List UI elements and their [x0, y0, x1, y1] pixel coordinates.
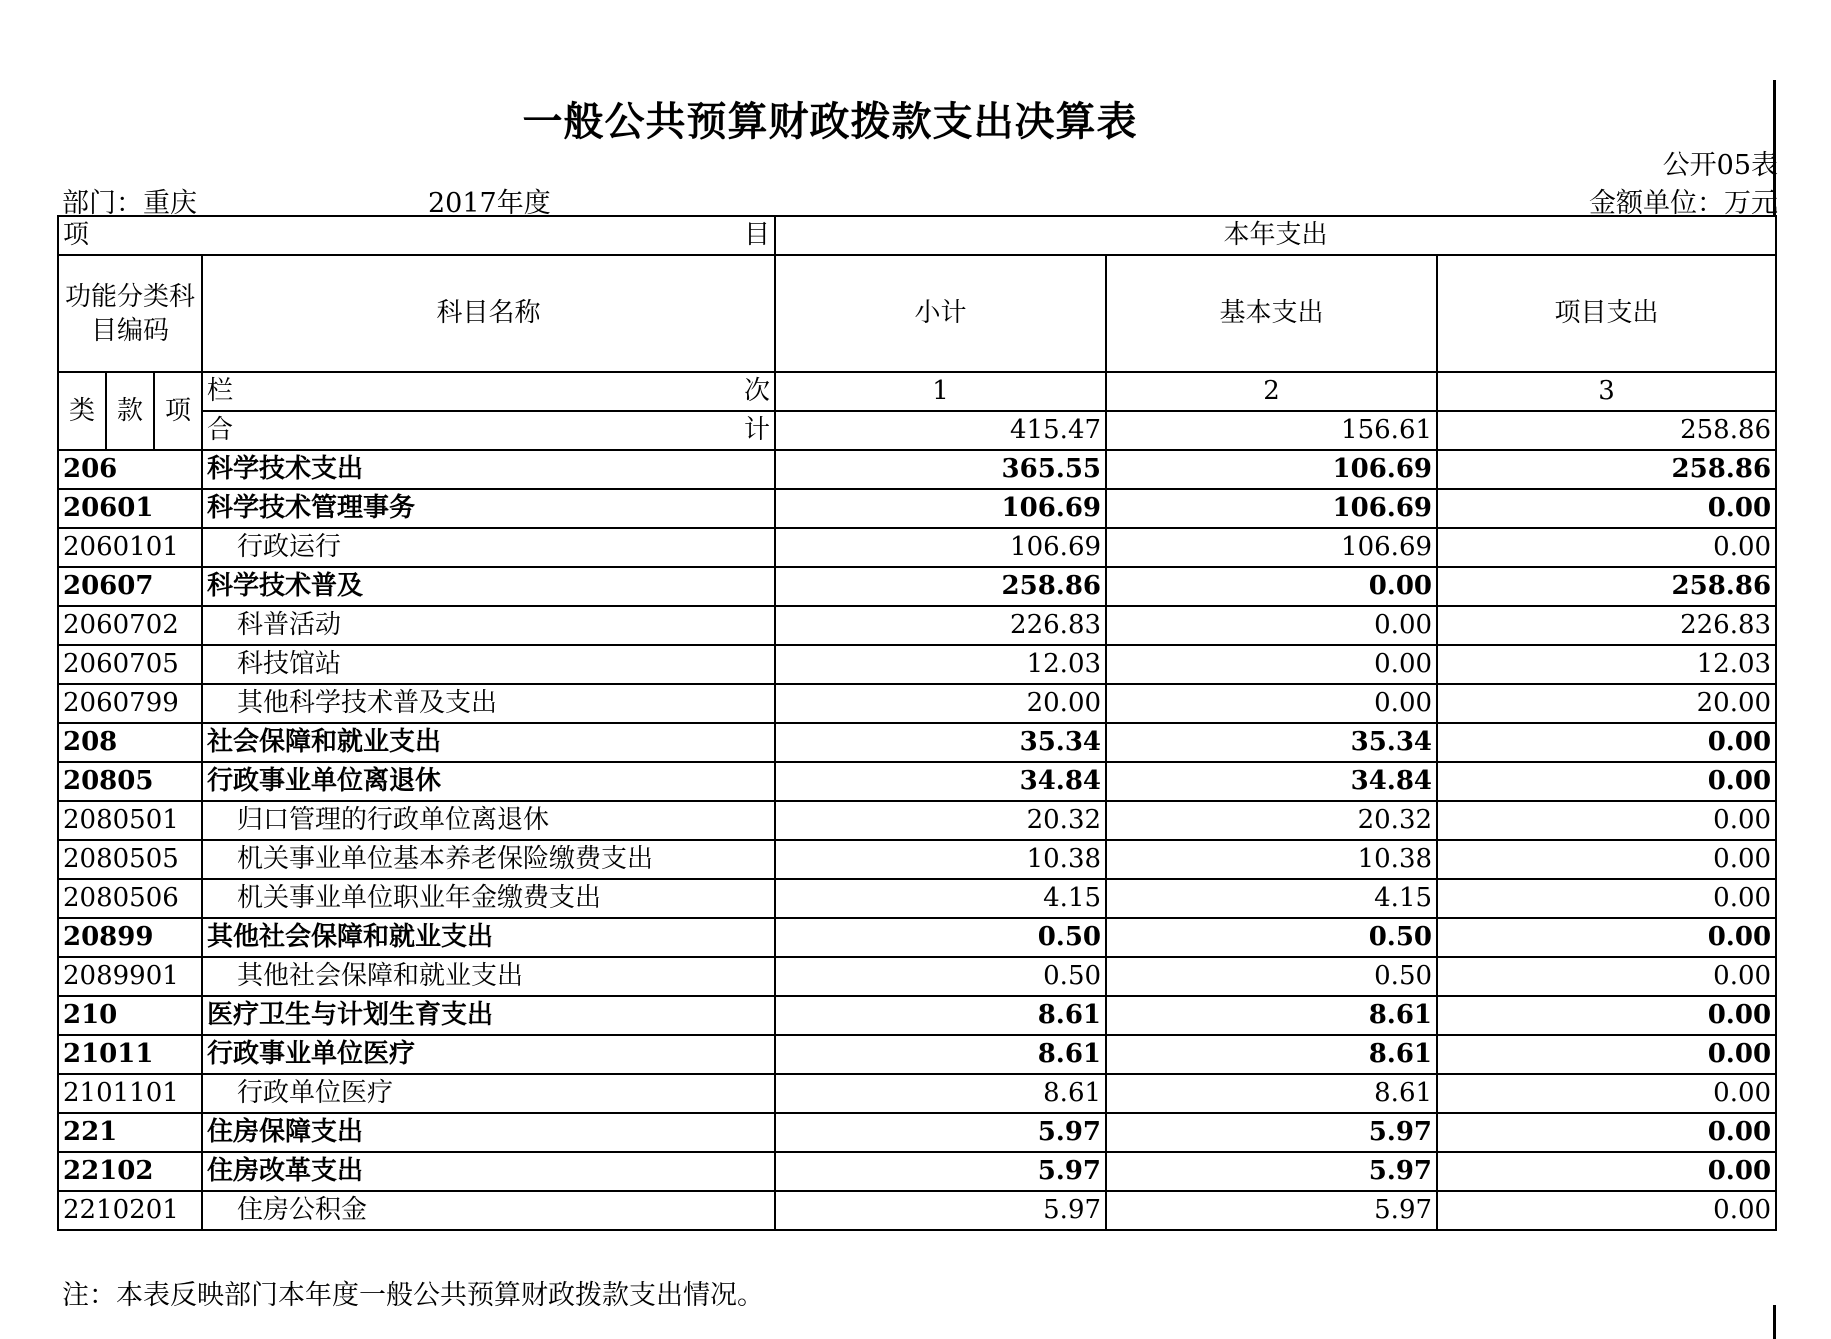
row-subtotal: 35.34	[775, 723, 1106, 762]
table-row	[58, 489, 1776, 528]
row-name: 其他科学技术普及支出	[202, 684, 775, 723]
table-row	[58, 879, 1776, 918]
header-project: 项目支出	[1437, 255, 1776, 372]
row-name: 归口管理的行政单位离退休	[202, 801, 775, 840]
expenditure-table	[57, 215, 1777, 1231]
row-name: 机关事业单位基本养老保险缴费支出	[202, 840, 775, 879]
table-row	[58, 723, 1776, 762]
row-code: 20899	[58, 918, 202, 957]
row-subtotal: 20.32	[775, 801, 1106, 840]
header-row-columns	[58, 255, 1776, 372]
row-name: 科普活动	[202, 606, 775, 645]
footnote: 注：本表反映部门本年度一般公共预算财政拨款支出情况。	[62, 1280, 764, 1311]
row-basic: 5.97	[1106, 1113, 1437, 1152]
header-kuan: 款	[106, 372, 154, 450]
row-project: 0.00	[1437, 879, 1776, 918]
row-project: 0.00	[1437, 1191, 1776, 1230]
amount-unit: 金额单位：万元	[1589, 188, 1778, 219]
row-subtotal: 365.55	[775, 450, 1106, 489]
department-label: 部门：重庆	[62, 188, 197, 219]
row-basic: 8.61	[1106, 1035, 1437, 1074]
row-project: 12.03	[1437, 645, 1776, 684]
row-project: 0.00	[1437, 801, 1776, 840]
row-project: 0.00	[1437, 840, 1776, 879]
row-basic: 10.38	[1106, 840, 1437, 879]
row-basic: 0.50	[1106, 918, 1437, 957]
row-basic: 0.00	[1106, 567, 1437, 606]
row-project: 226.83	[1437, 606, 1776, 645]
row-basic: 8.61	[1106, 996, 1437, 1035]
row-subtotal: 0.50	[775, 957, 1106, 996]
row-code: 20805	[58, 762, 202, 801]
header-xiang: 项	[154, 372, 202, 450]
table-row	[58, 606, 1776, 645]
row-name: 行政运行	[202, 528, 775, 567]
row-code: 2089901	[58, 957, 202, 996]
row-subtotal: 5.97	[775, 1191, 1106, 1230]
row-project: 20.00	[1437, 684, 1776, 723]
row-code: 2101101	[58, 1074, 202, 1113]
row-code: 2060705	[58, 645, 202, 684]
col-index-3: 3	[1437, 372, 1776, 411]
total-label	[202, 411, 775, 450]
row-code: 2210201	[58, 1191, 202, 1230]
row-basic: 5.97	[1106, 1152, 1437, 1191]
row-code: 206	[58, 450, 202, 489]
header-lan: 栏	[207, 376, 234, 406]
row-name: 行政事业单位离退休	[202, 762, 775, 801]
row-code: 2080505	[58, 840, 202, 879]
row-code: 208	[58, 723, 202, 762]
row-name: 行政单位医疗	[202, 1074, 775, 1113]
header-lanci	[202, 372, 775, 411]
form-number: 公开05表	[1662, 150, 1778, 181]
row-subtotal: 5.97	[775, 1152, 1106, 1191]
row-basic: 35.34	[1106, 723, 1437, 762]
table-row	[58, 762, 1776, 801]
row-subtotal: 258.86	[775, 567, 1106, 606]
table-row	[58, 996, 1776, 1035]
row-project: 0.00	[1437, 489, 1776, 528]
row-code: 20601	[58, 489, 202, 528]
row-code: 20607	[58, 567, 202, 606]
row-subtotal: 106.69	[775, 528, 1106, 567]
header-item-cell	[58, 216, 775, 255]
row-code: 21011	[58, 1035, 202, 1074]
table-row	[58, 645, 1776, 684]
row-basic: 4.15	[1106, 879, 1437, 918]
table-row	[58, 957, 1776, 996]
header-lei: 类	[58, 372, 106, 450]
header-code-label: 功能分类科目编码	[58, 255, 202, 372]
total-he: 合	[207, 415, 234, 445]
row-name: 其他社会保障和就业支出	[202, 957, 775, 996]
row-subtotal: 106.69	[775, 489, 1106, 528]
row-project: 0.00	[1437, 723, 1776, 762]
row-basic: 106.69	[1106, 528, 1437, 567]
row-subtotal: 8.61	[775, 996, 1106, 1035]
table-row	[58, 1113, 1776, 1152]
table-row	[58, 450, 1776, 489]
row-project: 258.86	[1437, 450, 1776, 489]
row-name: 机关事业单位职业年金缴费支出	[202, 879, 775, 918]
row-name: 住房公积金	[202, 1191, 775, 1230]
row-project: 0.00	[1437, 996, 1776, 1035]
row-subtotal: 12.03	[775, 645, 1106, 684]
row-basic: 0.50	[1106, 957, 1437, 996]
header-row-index	[58, 372, 1776, 411]
header-row-item	[58, 216, 1776, 255]
row-name: 住房保障支出	[202, 1113, 775, 1152]
total-basic: 156.61	[1106, 411, 1437, 450]
row-code: 2060799	[58, 684, 202, 723]
row-basic: 0.00	[1106, 606, 1437, 645]
row-name: 社会保障和就业支出	[202, 723, 775, 762]
row-subtotal: 5.97	[775, 1113, 1106, 1152]
row-name: 科学技术支出	[202, 450, 775, 489]
row-subtotal: 226.83	[775, 606, 1106, 645]
row-subtotal: 34.84	[775, 762, 1106, 801]
row-name: 科学技术普及	[202, 567, 775, 606]
row-project: 0.00	[1437, 1152, 1776, 1191]
header-name-label: 科目名称	[202, 255, 775, 372]
row-basic: 0.00	[1106, 684, 1437, 723]
row-name: 住房改革支出	[202, 1152, 775, 1191]
row-code: 2060702	[58, 606, 202, 645]
row-basic: 8.61	[1106, 1074, 1437, 1113]
row-name: 行政事业单位医疗	[202, 1035, 775, 1074]
row-project: 0.00	[1437, 918, 1776, 957]
total-project: 258.86	[1437, 411, 1776, 450]
table-row	[58, 1035, 1776, 1074]
row-subtotal: 10.38	[775, 840, 1106, 879]
table-row	[58, 1152, 1776, 1191]
col-index-1: 1	[775, 372, 1106, 411]
row-code: 210	[58, 996, 202, 1035]
total-row	[58, 411, 1776, 450]
table-row	[58, 528, 1776, 567]
row-name: 其他社会保障和就业支出	[202, 918, 775, 957]
header-basic: 基本支出	[1106, 255, 1437, 372]
row-basic: 106.69	[1106, 450, 1437, 489]
fiscal-year: 2017年度	[428, 188, 551, 219]
table-row	[58, 840, 1776, 879]
row-code: 2080506	[58, 879, 202, 918]
header-ci: 次	[744, 376, 771, 406]
row-name: 科技馆站	[202, 645, 775, 684]
row-basic: 5.97	[1106, 1191, 1437, 1230]
row-subtotal: 4.15	[775, 879, 1106, 918]
total-subtotal: 415.47	[775, 411, 1106, 450]
header-item-right: 目	[744, 220, 771, 250]
row-project: 0.00	[1437, 528, 1776, 567]
row-subtotal: 8.61	[775, 1035, 1106, 1074]
header-current-year: 本年支出	[775, 216, 1776, 255]
row-subtotal: 0.50	[775, 918, 1106, 957]
table-row	[58, 684, 1776, 723]
table-row	[58, 1191, 1776, 1230]
header-item-left: 项	[63, 220, 90, 250]
row-name: 科学技术管理事务	[202, 489, 775, 528]
row-basic: 106.69	[1106, 489, 1437, 528]
row-name: 医疗卫生与计划生育支出	[202, 996, 775, 1035]
page-title: 一般公共预算财政拨款支出决算表	[522, 99, 1138, 145]
row-basic: 34.84	[1106, 762, 1437, 801]
row-code: 22102	[58, 1152, 202, 1191]
row-project: 0.00	[1437, 1035, 1776, 1074]
row-code: 2080501	[58, 801, 202, 840]
row-basic: 20.32	[1106, 801, 1437, 840]
col-index-2: 2	[1106, 372, 1437, 411]
margin-line-bottom	[1773, 1305, 1776, 1339]
row-project: 0.00	[1437, 1074, 1776, 1113]
row-code: 221	[58, 1113, 202, 1152]
header-subtotal: 小计	[775, 255, 1106, 372]
row-project: 0.00	[1437, 957, 1776, 996]
total-ji: 计	[744, 415, 771, 445]
table-row	[58, 567, 1776, 606]
table-row	[58, 801, 1776, 840]
row-project: 0.00	[1437, 1113, 1776, 1152]
table-row	[58, 918, 1776, 957]
row-subtotal: 8.61	[775, 1074, 1106, 1113]
row-project: 258.86	[1437, 567, 1776, 606]
table-row	[58, 1074, 1776, 1113]
row-code: 2060101	[58, 528, 202, 567]
row-subtotal: 20.00	[775, 684, 1106, 723]
row-basic: 0.00	[1106, 645, 1437, 684]
row-project: 0.00	[1437, 762, 1776, 801]
